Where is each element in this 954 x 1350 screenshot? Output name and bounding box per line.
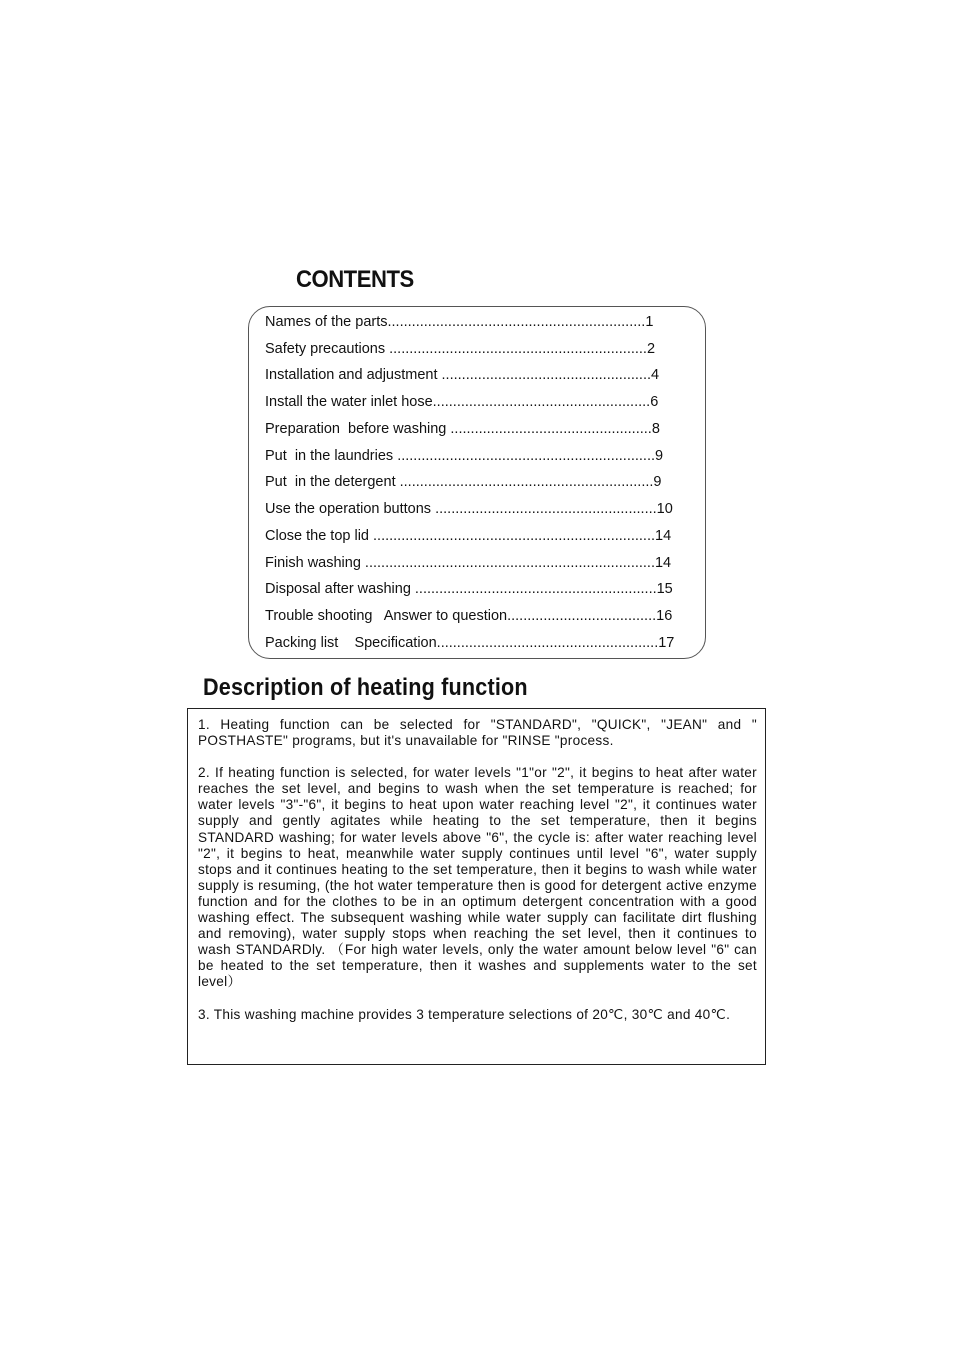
toc-entry-installation: Installation and adjustment ....................................................4 [265,367,660,383]
toc-entry-safety-precautions: Safety precautions ................................................................2 [265,341,656,357]
toc-entry-top-lid: Close the top lid ......................................................................14 [265,528,672,544]
toc-entry-laundries: Put in the laundries ................................................................9 [265,448,664,464]
heating-section-title: Description of heating function [203,674,528,701]
toc-entry-operation-buttons: Use the operation buttons .......................................................10 [265,501,673,517]
heating-paragraph-2: 2. If heating function is selected, for water levels "1"or "2", it begins to heat after water reaches the set level, and begins to wash when the set temperature is reached; for water levels "3"-"6", it begins to heat upon water reaching level "2", it continues water supply and gently agitates while heating to the set temperature, then it begins STANDARD washing; for water levels above "6", the cycle is: after water reaching level "2", it begins to heat, meanwhile water supply continues until level "6", water supply stops and it continues heating to the set temperature, then it begins to wash while water supply is resuming, (the hot water temperature then is good for detergent active enzyme function and for the clothes to be in an optimum detergent concentration with a good washing effect. The subsequent washing while water supply can facilitate dirt flushing and removing), water supply stops when reaching the set level, then it continues to wash STANDARDly. （For high water levels, only the water amount below level "6" can be heated to the set temperature, then it washes and supplements water to the set level） [198,765,757,990]
toc-entry-inlet-hose: Install the water inlet hose......................................................6 [265,394,659,410]
toc-entry-detergent: Put in the detergent ...............................................................9 [265,474,662,490]
heating-paragraph-3: 3. This washing machine provides 3 temperature selections of 20℃, 30℃ and 40℃. [198,1006,731,1022]
toc-entry-disposal: Disposal after washing ............................................................15 [265,581,673,597]
toc-entry-names-of-parts: Names of the parts................................................................1 [265,314,654,330]
toc-entry-finish-washing: Finish washing ........................................................................14 [265,555,672,571]
toc-entry-trouble-shooting: Trouble shooting Answer to question.....................................16 [265,608,673,624]
toc-entry-packing-list: Packing list Specification.......................................................17 [265,635,675,651]
toc-entry-preparation: Preparation before washing ..................................................8 [265,421,660,437]
heating-description-box [187,708,766,1065]
contents-heading: CONTENTS [296,266,414,293]
heating-paragraph-1: 1. Heating function can be selected for "STANDARD", "QUICK", "JEAN" and " POSTHASTE" programs, but it's unavailable for "RINSE "process. [198,717,757,749]
